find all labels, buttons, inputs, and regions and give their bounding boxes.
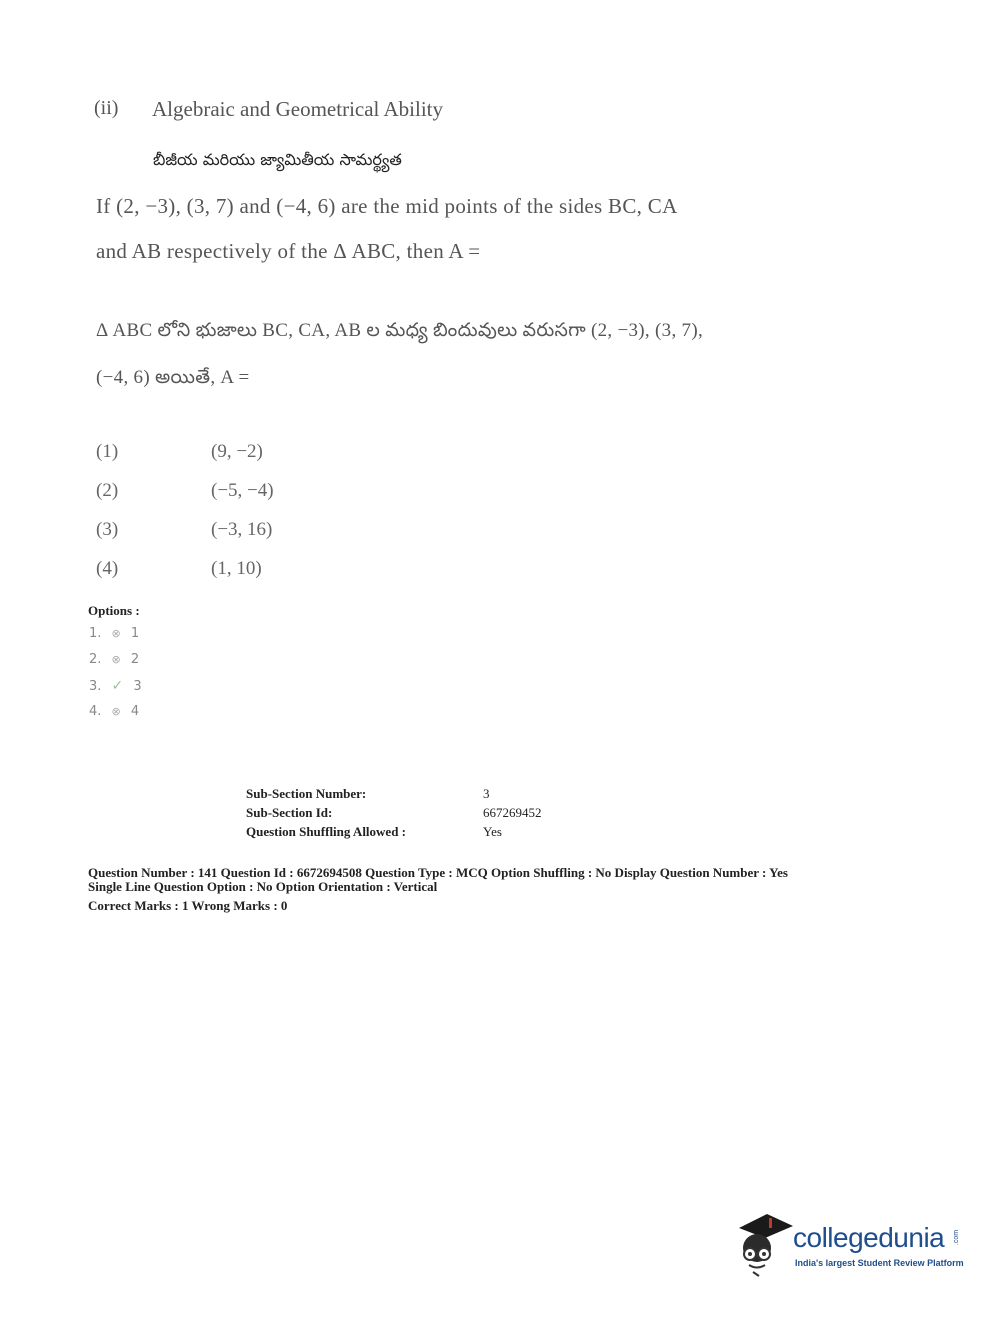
cross-icon: ⊗ bbox=[111, 653, 121, 666]
subsection-number-label: Sub-Section Number: bbox=[246, 786, 367, 801]
answer-label: 4 bbox=[130, 704, 140, 719]
cross-icon: ⊗ bbox=[111, 705, 121, 718]
answer-option-2 bbox=[89, 652, 139, 667]
choice-number: (3) bbox=[96, 519, 119, 540]
question-meta-line-1: Question Number : 141 Question Id : 6672694508 Question Type : MCQ Option Shuffling : No Display Question Number : Yes bbox=[88, 865, 788, 880]
question-shuffling-label: Question Shuffling Allowed : bbox=[246, 824, 407, 839]
mascot-icon bbox=[735, 1210, 793, 1280]
question-english-line-1: If (2, −3), (3, 7) and (−4, 6) are the mid points of the sides BC, CA bbox=[96, 194, 678, 218]
question-meta-line-2: Single Line Question Option : No Option Orientation : Vertical bbox=[88, 879, 438, 894]
answer-option-4 bbox=[89, 704, 139, 719]
choice-number: (4) bbox=[96, 558, 119, 579]
choice-value: (−3, 16) bbox=[211, 519, 273, 540]
answer-label: 3 bbox=[133, 679, 142, 694]
logo-tagline: India's largest Student Review Platform bbox=[795, 1258, 964, 1268]
cross-icon: ⊗ bbox=[111, 627, 121, 640]
section-number: (ii) bbox=[94, 97, 119, 119]
answer-index: 3. bbox=[89, 679, 102, 694]
subsection-id-label: Sub-Section Id: bbox=[246, 805, 333, 820]
choice-value: (9, −2) bbox=[211, 441, 263, 462]
answer-index: 1. bbox=[89, 626, 102, 641]
choice-number: (1) bbox=[96, 441, 119, 462]
question-english-line-2: and AB respectively of the Δ ABC, then A = bbox=[96, 239, 481, 263]
subsection-number-value: 3 bbox=[483, 786, 490, 801]
options-label: Options : bbox=[88, 603, 140, 618]
answer-index: 2. bbox=[89, 652, 102, 667]
choice-value: (1, 10) bbox=[211, 558, 262, 579]
question-meta-line-3: Correct Marks : 1 Wrong Marks : 0 bbox=[88, 898, 288, 913]
section-title-telugu: బీజీయ మరియు జ్యామితీయ సామర్థ్యత bbox=[153, 150, 402, 169]
check-icon: ✓ bbox=[111, 678, 124, 694]
answer-option-1 bbox=[89, 626, 139, 641]
choice-number: (2) bbox=[96, 480, 119, 501]
section-title: Algebraic and Geometrical Ability bbox=[152, 97, 443, 121]
question-telugu-line-1: Δ ABC లోని భుజాలు BC, CA, AB ల మధ్య బిందువులు వరుసగా (2, −3), (3, 7), bbox=[96, 320, 704, 341]
answer-index: 4. bbox=[89, 704, 102, 719]
choice-value: (−5, −4) bbox=[211, 480, 274, 501]
logo-wordmark: collegedunia bbox=[793, 1222, 945, 1253]
logo-suffix: .com bbox=[953, 1229, 961, 1246]
question-shuffling-value: Yes bbox=[483, 824, 502, 839]
answer-label: 2 bbox=[130, 652, 140, 667]
subsection-id-value: 667269452 bbox=[483, 805, 542, 820]
question-telugu-line-2: (−4, 6) అయితే, A = bbox=[96, 367, 250, 388]
answer-label: 1 bbox=[130, 626, 140, 641]
collegedunia-logo[interactable] bbox=[735, 1210, 965, 1280]
answer-option-3 bbox=[89, 678, 142, 694]
